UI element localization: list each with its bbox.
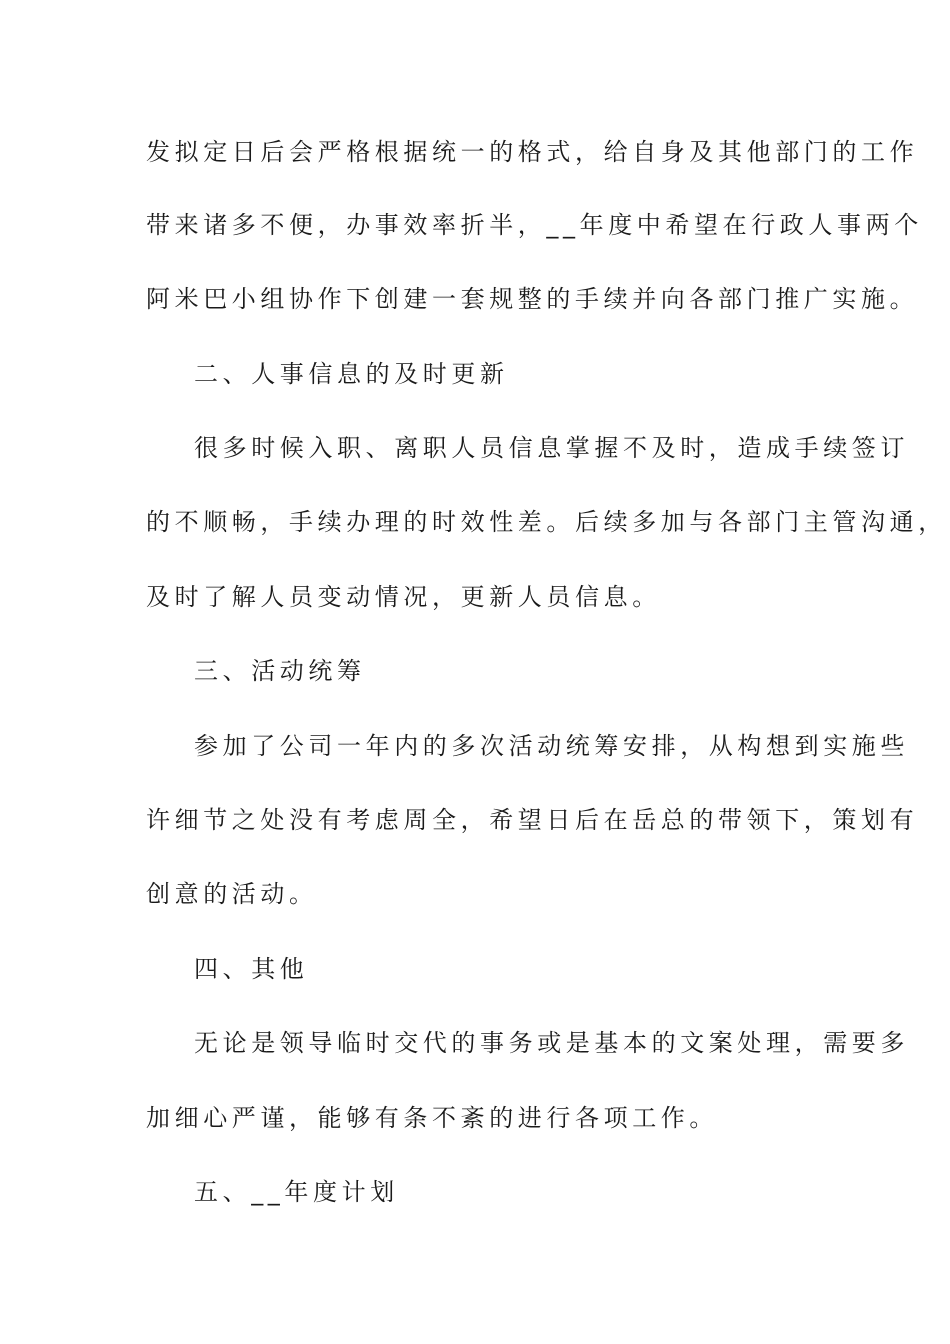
section-heading: 四、其他 [194, 955, 309, 983]
paragraph-line: 无论是领导临时交代的事务或是基本的文案处理，需要多 [194, 1029, 909, 1057]
paragraph-line: 的不顺畅，手续办理的时效性差。后续多加与各部门主管沟通， [146, 508, 947, 536]
paragraph-line: 创意的活动。 [146, 880, 318, 908]
paragraph-line: 参加了公司一年内的多次活动统筹安排，从构想到实施些 [194, 732, 909, 760]
section-heading: 三、活动统筹 [194, 657, 366, 685]
paragraph-line: 及时了解人员变动情况，更新人员信息。 [146, 583, 661, 611]
section-heading: 五、__年度计划 [194, 1178, 399, 1206]
paragraph-line: 阿米巴小组协作下创建一套规整的手续并向各部门推广实施。 [146, 285, 919, 313]
paragraph-line: 许细节之处没有考虑周全，希望日后在岳总的带领下，策划有 [146, 806, 919, 834]
paragraph-line: 发拟定日后会严格根据统一的格式，给自身及其他部门的工作 [146, 138, 919, 166]
section-heading: 二、人事信息的及时更新 [194, 360, 509, 388]
paragraph-line: 带来诸多不便，办事效率折半，__年度中希望在行政人事两个 [146, 211, 923, 239]
paragraph-line: 很多时候入职、离职人员信息掌握不及时，造成手续签订 [194, 434, 909, 462]
paragraph-line: 加细心严谨，能够有条不紊的进行各项工作。 [146, 1104, 718, 1132]
